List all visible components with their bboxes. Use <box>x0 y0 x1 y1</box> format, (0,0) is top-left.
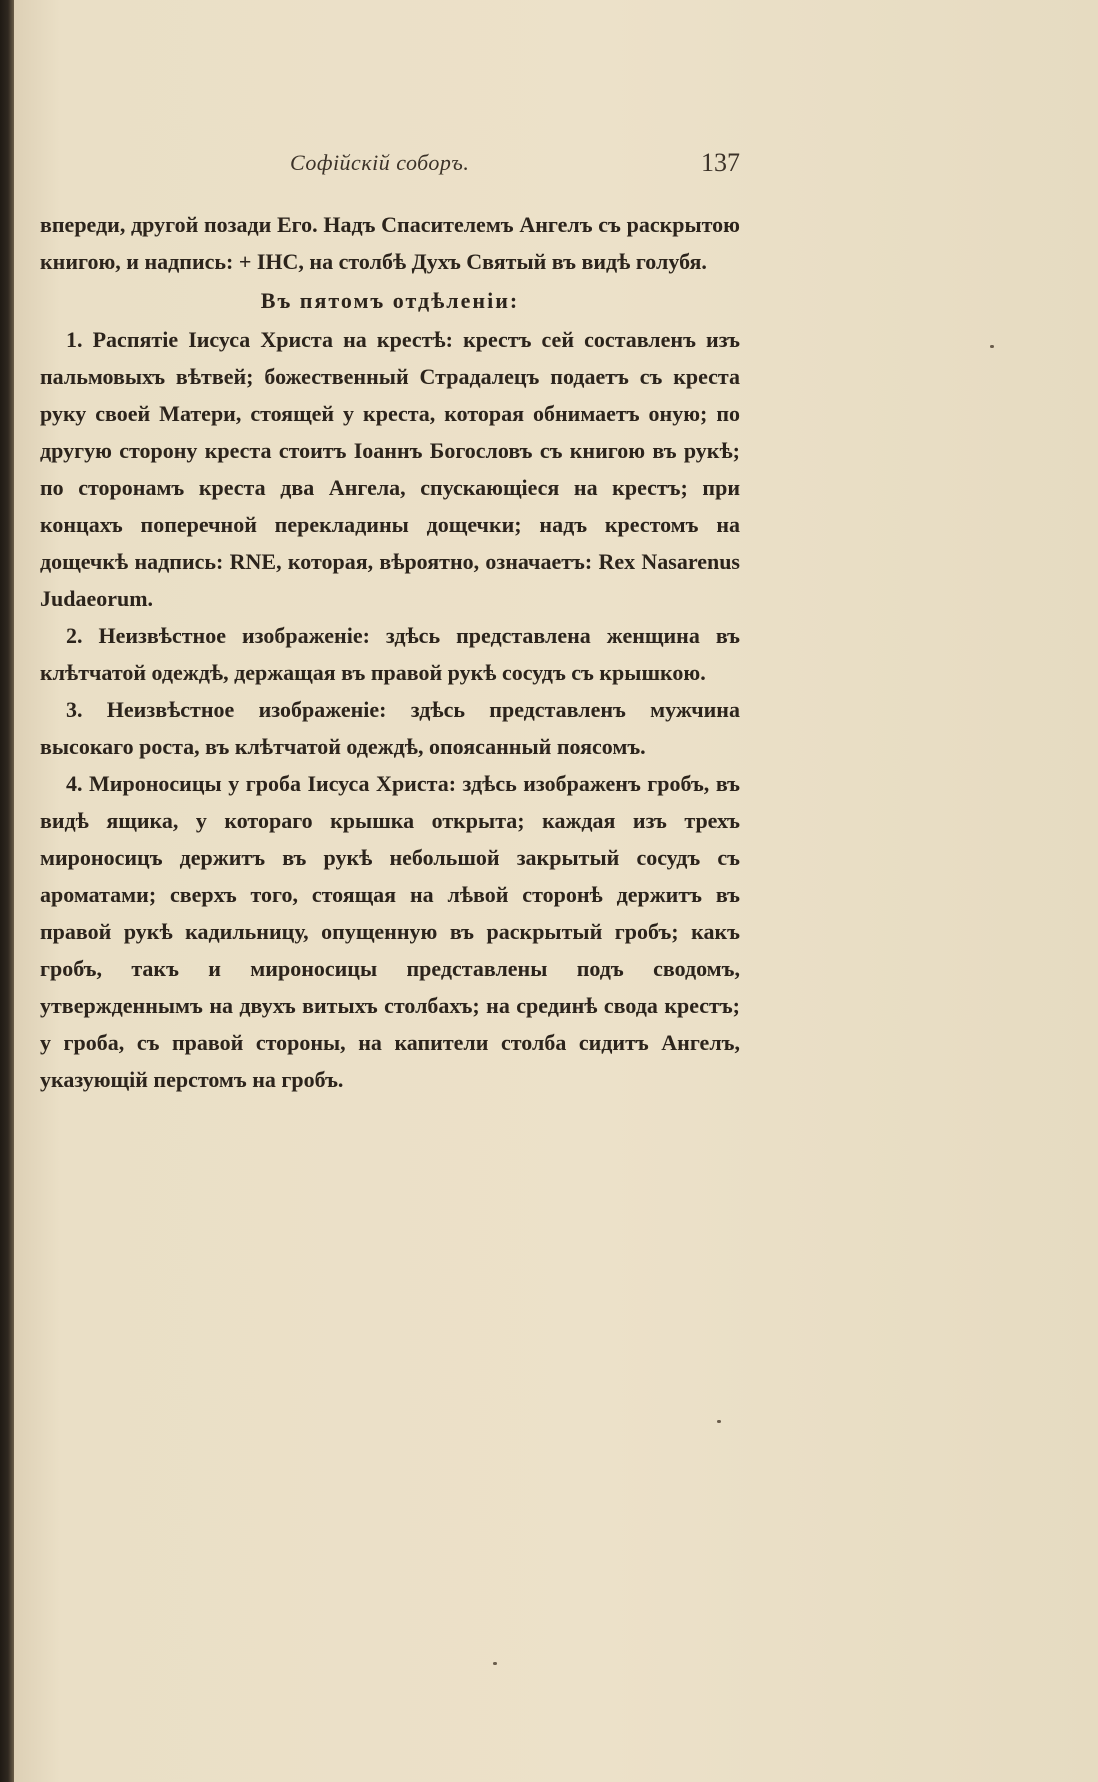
list-item-2: 2. Неизвѣстное изображеніе: здѣсь представлена женщина въ клѣтчатой одеждѣ, держащая въ правой рукѣ сосудъ съ крышкою. <box>40 623 740 685</box>
paper-speck <box>990 345 994 348</box>
page-number: 137 <box>701 148 740 177</box>
running-head-title: Софійскій соборъ. <box>290 150 470 175</box>
section-subheading: Въ пятомъ отдѣленіи: <box>260 288 520 313</box>
list-item-3: 3. Неизвѣстное изображеніе: здѣсь представленъ мужчина высокаго роста, въ клѣтчатой одеждѣ, опоясанный поясомъ. <box>40 697 740 759</box>
book-binding-edge <box>0 0 14 1782</box>
list-item-1: 1. Распятіе Іисуса Христа на крестѣ: крестъ сей составленъ изъ пальмовыхъ вѣтвей; божественный Страдалецъ подаетъ съ креста руку своей Матери, стоящей у креста, которая обнимаетъ оную; по другую сторону креста стоитъ Іоаннъ Богословъ съ книгою въ рукѣ; по сторонамъ креста два Ангела, спускающіеся на крестъ; при концахъ поперечной перекладины дощечки; надъ крестомъ на дощечкѣ надпись: RNE, которая, вѣроятно, означаетъ: Rex Nasarenus Judaeorum. <box>40 327 740 611</box>
running-head <box>40 150 740 184</box>
body-text <box>40 206 740 1098</box>
intro-paragraph: впереди, другой позади Его. Надъ Спасителемъ Ангелъ съ раскрытою книгою, и надпись: + IHC, на столбѣ Духъ Святый въ видѣ голубя. <box>40 212 740 274</box>
list-item-4: 4. Мироносицы у гроба Іисуса Христа: здѣсь изображенъ гробъ, въ видѣ ящика, у котораго крышка открыта; каждая изъ трехъ мироносицъ держитъ въ рукѣ небольшой закрытый сосудъ съ ароматами; сверхъ того, стоящая на лѣвой сторонѣ держитъ въ правой рукѣ кадильницу, опущенную въ раскрытый гробъ; какъ гробъ, такъ и мироносицы представлены подъ сводомъ, утвержденнымъ на двухъ витыхъ столбахъ; на срединѣ свода крестъ; у гроба, съ правой стороны, на капители столба сидитъ Ангелъ, указующій перстомъ на гробъ. <box>40 771 740 1092</box>
paper-speck <box>717 1420 721 1423</box>
paper-speck <box>493 1662 497 1665</box>
